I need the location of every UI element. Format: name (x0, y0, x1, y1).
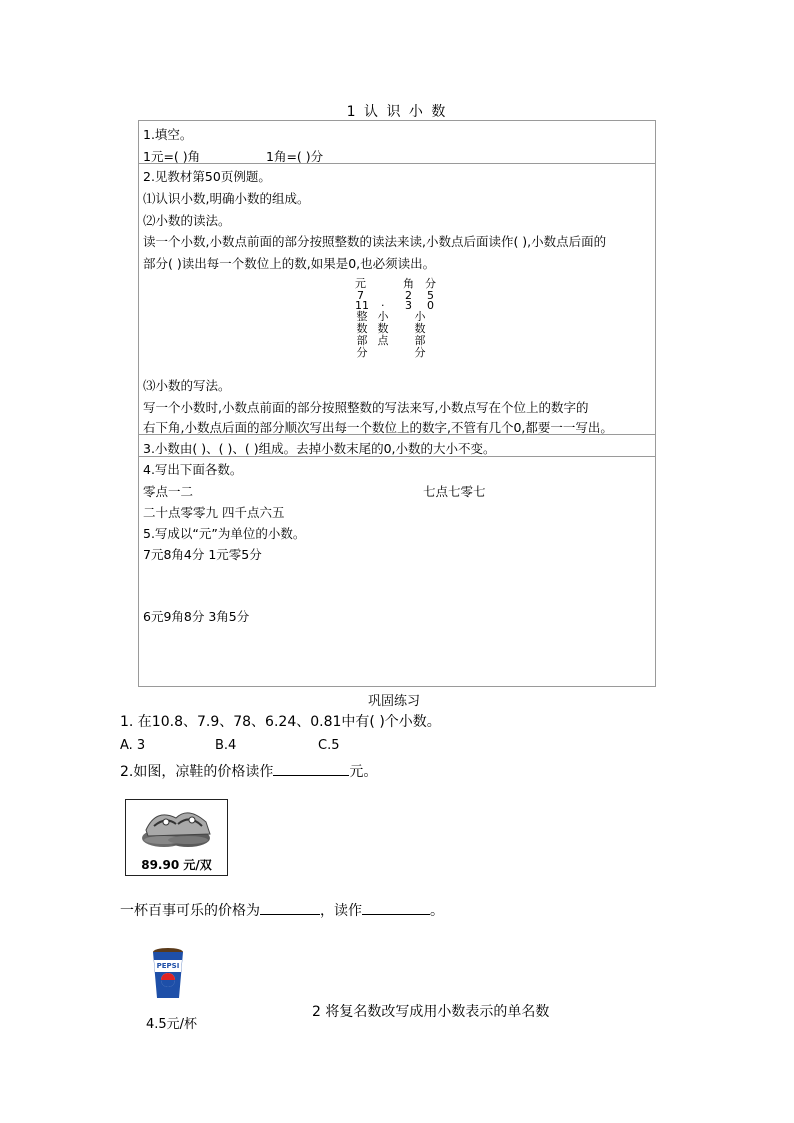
practice-q1-option-a: A. 3 (120, 738, 146, 753)
section2-p5-line2: 右下角,小数点后面的部分顺次写出每一个数位上的数字,不管有几个0,都要一一写出。 (143, 420, 613, 435)
section1-q2: 1角=( )分 (266, 149, 324, 164)
lesson-box (138, 120, 656, 687)
answer-blank[interactable] (260, 902, 320, 915)
divider (139, 163, 655, 164)
diagram-row2-point: . (381, 296, 385, 309)
diagram-label-frac: 小数部分 (414, 310, 426, 359)
section2-p4: ⑶小数的写法。 (143, 378, 231, 393)
diagram-col-fen: 分 (425, 277, 436, 290)
diagram-row1-int: 7 (357, 289, 364, 302)
diagram-row2-jiao: 3 (405, 299, 412, 312)
answer-blank[interactable] (273, 763, 349, 776)
cola-price: 4.5元/杯 (146, 1017, 198, 1032)
sandal-icon (126, 800, 227, 855)
diagram-row2-fen: 0 (427, 299, 434, 312)
answer-blank[interactable] (362, 902, 430, 915)
section4-item1: 零点一二 (143, 484, 194, 499)
section2-heading: 2.见教材第50页例题。 (143, 169, 271, 184)
page-title: 1 认 识 小 数 (346, 104, 448, 120)
diagram-row1-jiao: 2 (405, 289, 412, 302)
sandal-price: 89.90 元/双 (141, 858, 212, 872)
section4-item2: 七点七零七 (423, 484, 486, 499)
practice-q1: 1. 在10.8、7.9、78、6.24、0.81中有( )个小数。 (120, 714, 441, 730)
cola-cup-icon (151, 946, 185, 1000)
section2-p3-line1: 读一个小数,小数点前面的部分按照整数的读法来读,小数点后面读作( ),小数点后面的 (143, 234, 607, 249)
section1-q1: 1元=( )角 (143, 149, 201, 164)
practice-q1-option-b: B.4 (215, 738, 237, 753)
diagram-col-jiao: 角 (403, 277, 414, 290)
cola-cup-picture (151, 946, 185, 1000)
diagram-row1-fen: 5 (427, 289, 434, 302)
section4-item3: 二十点零零九 四千点六五 (143, 505, 285, 520)
section3-text: 3.小数由( )、( )、( )组成。去掉小数末尾的0,小数的大小不变。 (143, 441, 496, 456)
practice-q2-unit: 元。 (349, 764, 378, 780)
diagram-row2-int: 11 (355, 299, 369, 312)
section5-line1: 7元8角4分 1元零5分 (143, 547, 262, 562)
section2-p2: ⑵小数的读法。 (143, 213, 231, 228)
practice-q1-option-c: C.5 (318, 738, 340, 753)
practice-q3-end: 。 (430, 903, 444, 919)
divider (139, 456, 655, 457)
diagram-label-int: 整数部分 (356, 310, 368, 359)
diagram-label-point: 小数点 (377, 310, 389, 347)
sandal-picture (125, 799, 228, 876)
cola-brand: PEPSI (156, 962, 180, 970)
divider (139, 434, 655, 435)
section5-line2: 6元9角8分 3角5分 (143, 609, 250, 624)
section1-heading: 1.填空。 (143, 127, 193, 142)
practice-q3-text: 一杯百事可乐的价格为 (120, 903, 260, 919)
next-section-title: 2 将复名数改写成用小数表示的单名数 (312, 1004, 550, 1020)
section2-p5-line1: 写一个小数时,小数点前面的部分按照整数的写法来写,小数点写在个位上的数字的 (143, 400, 589, 415)
section2-p1: ⑴认识小数,明确小数的组成。 (143, 191, 310, 206)
section4-heading: 4.写出下面各数。 (143, 462, 243, 477)
practice-heading: 巩固练习 (368, 694, 421, 709)
diagram-col-yuan: 元 (355, 277, 366, 290)
practice-q3-read: ，读作 (320, 903, 362, 919)
section2-p3-line2: 部分( )读出每一个数位上的数,如果是0,也必须读出。 (143, 256, 436, 271)
section5-heading: 5.写成以“元”为单位的小数。 (143, 526, 306, 541)
practice-q2: 2.如图，凉鞋的价格读作 (120, 764, 274, 780)
